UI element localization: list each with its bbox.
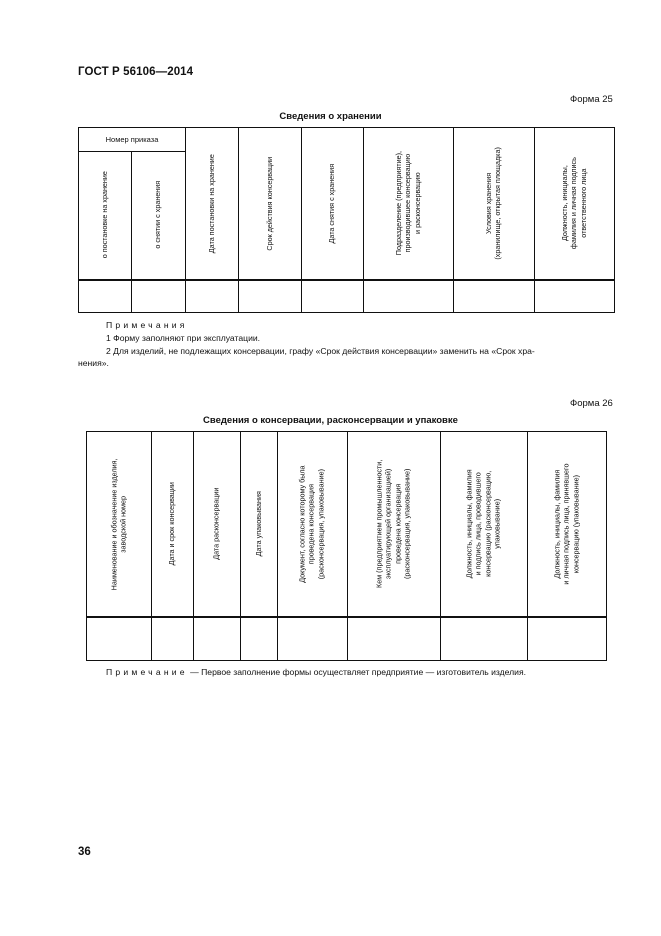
form26-title: Сведения о консервации, расконсервации и упаковке [203,415,458,426]
form26-table [86,431,607,661]
note-heading: Примечание [106,667,188,677]
column-header: о снятии с хранения [153,181,163,249]
document-code: ГОСТ Р 56106—2014 [78,66,194,78]
form25-label: Форма 25 [570,94,613,105]
column-header: о постановке на хранение [100,171,110,259]
form26-label: Форма 26 [570,398,613,409]
column-header: Дата и срок консервации [167,482,177,566]
column-header: Наименование и обозначение изделия, заводской номер [109,458,129,590]
column-header: Должность, инициалы, фамилия и личная подпись ответственного лица [559,157,588,250]
column-header: Дата снятия с хранения [327,163,337,244]
column-header: Условия хранения (хранилище, открытая площадка) [484,147,503,260]
column-header: Должность, инициалы, фамилия и личная подпись лица, принявшего консервацию (упаковывание) [552,463,581,585]
note-item: 2 Для изделий, не подлежащих консервации, графу «Срок действия консервации» заменить на «Срок хра- [106,346,535,356]
form25-table [78,127,615,313]
column-header: Срок действия консервации [264,156,274,251]
page-number: 36 [78,846,91,858]
form26-note [106,666,526,678]
column-header: Кем (предприятием промышленности, эксплуатирующей организацией) проведена консервация (расконсервация, упаковывание) [374,459,412,589]
column-header: Должность, инициалы, фамилия и подпись лица, проводившего консервацию (расконсервацию, упаковывание) [464,469,502,579]
notes-heading: Примечания [106,320,188,330]
note-item: 1 Форму заполняют при эксплуатации. [106,333,261,343]
note-text: — Первое заполнение формы осуществляет предприятие — изготовитель изделия. [187,667,527,677]
form25-title: Сведения о хранении [279,111,382,122]
column-header: Подразделение (предприятие), производившее консервацию и расконсервацию [393,151,422,256]
column-header: Дата упаковывания [253,491,263,557]
column-header: Дата постановки на хранение [206,153,216,254]
column-header: Дата расконсервации [211,487,221,561]
column-header: Документ, согласно которому была проведена консервация (расконсервация, упаковывание) [297,465,326,583]
group-header-order-number: Номер приказа [105,135,159,144]
note-item: нения». [78,358,109,368]
